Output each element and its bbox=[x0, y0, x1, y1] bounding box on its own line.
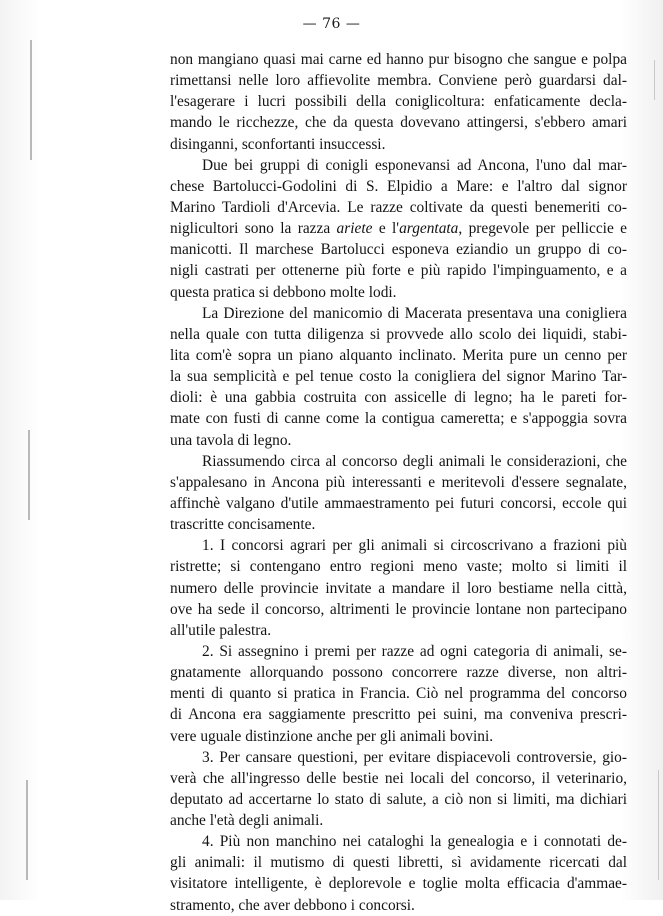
line-text: di Ancona era saggiamente prescritto pei suini, ma conveniva prescri- bbox=[170, 706, 627, 724]
line-text: mate con fusti di canne come la contigua cameretta; e s'appoggia sovra bbox=[170, 410, 627, 428]
text-line bbox=[170, 408, 627, 429]
line-text: verà che all'ingresso delle bestie nei locali del concorso, il veterinario, bbox=[170, 769, 627, 787]
line-text: s'appalesano in Ancona più interessanti e meritevoli d'essere segnalate, bbox=[170, 473, 627, 491]
line-text: vere uguale distinzione anche per gli animali bovini. bbox=[170, 727, 494, 745]
text-line bbox=[170, 810, 627, 831]
line-text: dioli: è una gabbia costruita con assicelle di legno; ha le pareti for- bbox=[170, 389, 627, 407]
line-text: anche l'età degli animali. bbox=[170, 812, 324, 830]
binding-shadow bbox=[30, 40, 32, 160]
line-text: manicotti. Il marchese Bartolucci esponeva eziandio un gruppo di co- bbox=[170, 241, 627, 259]
line-text: niglicultori sono la razza bbox=[170, 220, 337, 238]
line-text: numero delle provincie invitate a mandare il loro bestiame nella città, bbox=[170, 579, 627, 597]
line-text: Due bei gruppi di conigli esponevansi ad Ancona, l'uno dal mar- bbox=[202, 156, 627, 174]
text-line bbox=[170, 70, 627, 91]
text-line bbox=[170, 49, 627, 70]
line-text: ove ha sede il concorso, altrimenti le provincie lontane non partecipano bbox=[170, 600, 627, 618]
text-line bbox=[170, 282, 627, 303]
line-text: questa pratica si debbono molte lodi. bbox=[170, 283, 397, 301]
line-text: ristrette; si contengano entro regioni meno vaste; molto si limiti il bbox=[170, 558, 627, 576]
line-text: gli animali: il mutismo di questi libretti, sì avidamente ricercati dal bbox=[170, 854, 627, 872]
line-text: affinchè valgano d'utile ammaestramento pei futuri concorsi, eccole qui bbox=[170, 494, 627, 512]
text-line bbox=[170, 112, 627, 133]
line-text: Marino Tardioli d'Arcevia. Le razze coltivate da questi benemeriti co- bbox=[170, 198, 627, 216]
line-text: una tavola di legno. bbox=[170, 431, 292, 449]
line-text: mando le ricchezze, che da questa dovevano attingersi, s'ebbero amari bbox=[170, 114, 627, 132]
text-line bbox=[170, 747, 627, 768]
text-line bbox=[170, 768, 627, 789]
line-text: trascritte concisamente. bbox=[170, 516, 316, 534]
text-line bbox=[170, 683, 627, 704]
line-text: l'esagerare i lucri possibili della coniglicoltura: enfaticamente decla- bbox=[170, 93, 627, 111]
text-line bbox=[170, 387, 627, 408]
line-text: 1. I concorsi agrari per gli animali si circoscrivano a frazioni più bbox=[202, 537, 627, 555]
text-line bbox=[170, 366, 627, 387]
italic-term: argentata bbox=[399, 220, 459, 238]
line-text: menti di quanto si pratica in Francia. Ciò nel programma del concorso bbox=[170, 685, 627, 703]
text-line bbox=[170, 239, 627, 260]
line-text: , pregevole per pelliccie e bbox=[458, 220, 627, 238]
italic-term: ariete bbox=[336, 220, 373, 238]
text-line bbox=[170, 895, 627, 916]
line-text: La Direzione del manicomio di Macerata presentava una conigliera bbox=[202, 304, 627, 322]
text-line bbox=[170, 578, 627, 599]
body-text bbox=[170, 49, 627, 916]
binding-shadow bbox=[26, 780, 28, 880]
text-line bbox=[170, 514, 627, 535]
line-text: 4. Più non manchino nei cataloghi la genealogia e i connotati de- bbox=[202, 833, 627, 851]
line-text: stramento, che aver debbono i concorsi. bbox=[170, 896, 415, 914]
text-line bbox=[170, 535, 627, 556]
text-line bbox=[170, 662, 627, 683]
text-line bbox=[170, 620, 627, 641]
text-line bbox=[170, 176, 627, 197]
text-line bbox=[170, 704, 627, 725]
line-text: chese Bartolucci-Godolini di S. Elpidio a Mare: e l'altro dal signor bbox=[170, 177, 627, 195]
page-edge-shadow bbox=[654, 60, 655, 100]
line-text: non mangiano quasi mai carne ed hanno pur bisogno che sangue e polpa bbox=[170, 51, 627, 68]
text-line bbox=[170, 303, 627, 324]
line-text: disinganni, sconfortanti insuccessi. bbox=[170, 135, 386, 153]
line-text: 3. Per cansare questioni, per evitare dispiacevoli controversie, gio- bbox=[202, 748, 627, 766]
text-line bbox=[170, 324, 627, 345]
text-line bbox=[170, 218, 627, 239]
line-text: visitatore intelligente, è deplorevole e toglie molta efficacia d'ammae- bbox=[170, 875, 627, 893]
text-line bbox=[170, 493, 627, 514]
line-text: la sua semplicità e pel tenue costo la conigliera del signor Marino Tar- bbox=[170, 368, 627, 386]
line-text: rimettansi nelle loro affievolite membra. Conviene però guardarsi dal- bbox=[170, 72, 627, 90]
line-text: gnatamente allorquando possono concorrere razze diverse, non altri- bbox=[170, 664, 627, 682]
text-line bbox=[170, 831, 627, 852]
text-line bbox=[170, 556, 627, 577]
text-line bbox=[170, 873, 627, 894]
text-line bbox=[170, 599, 627, 620]
line-text: e l' bbox=[372, 220, 400, 238]
text-line bbox=[170, 91, 627, 112]
page-edge-shadow bbox=[658, 770, 659, 880]
page-number: — 76 — bbox=[302, 16, 361, 32]
text-line bbox=[170, 852, 627, 873]
text-line bbox=[170, 430, 627, 451]
text-line bbox=[170, 726, 627, 747]
text-line bbox=[170, 451, 627, 472]
text-line bbox=[170, 345, 627, 366]
text-line bbox=[170, 472, 627, 493]
text-line bbox=[170, 789, 627, 810]
text-line bbox=[170, 197, 627, 218]
line-text: all'utile palestra. bbox=[170, 621, 272, 639]
line-text: deputato ad accertarne lo stato di salute, a ciò non si limiti, ma dichiari bbox=[170, 790, 627, 808]
line-text: 2. Si assegnino i premi per razze ad ogni categoria di animali, se- bbox=[202, 642, 627, 660]
text-line bbox=[170, 155, 627, 176]
line-text: nigli castrati per ottenerne più forte e più rapido l'impinguamento, e a bbox=[170, 262, 627, 280]
line-text: nella quale con tutta diligenza si provvede allo scolo dei liquidi, stabi- bbox=[170, 325, 627, 343]
text-line bbox=[170, 641, 627, 662]
text-line bbox=[170, 134, 627, 155]
binding-shadow bbox=[28, 430, 30, 520]
line-text: Riassumendo circa al concorso degli animali le considerazioni, che bbox=[202, 452, 627, 470]
text-line bbox=[170, 260, 627, 281]
line-text: lita com'è sopra un piano alquanto inclinato. Merita pure un cenno per bbox=[170, 346, 627, 364]
